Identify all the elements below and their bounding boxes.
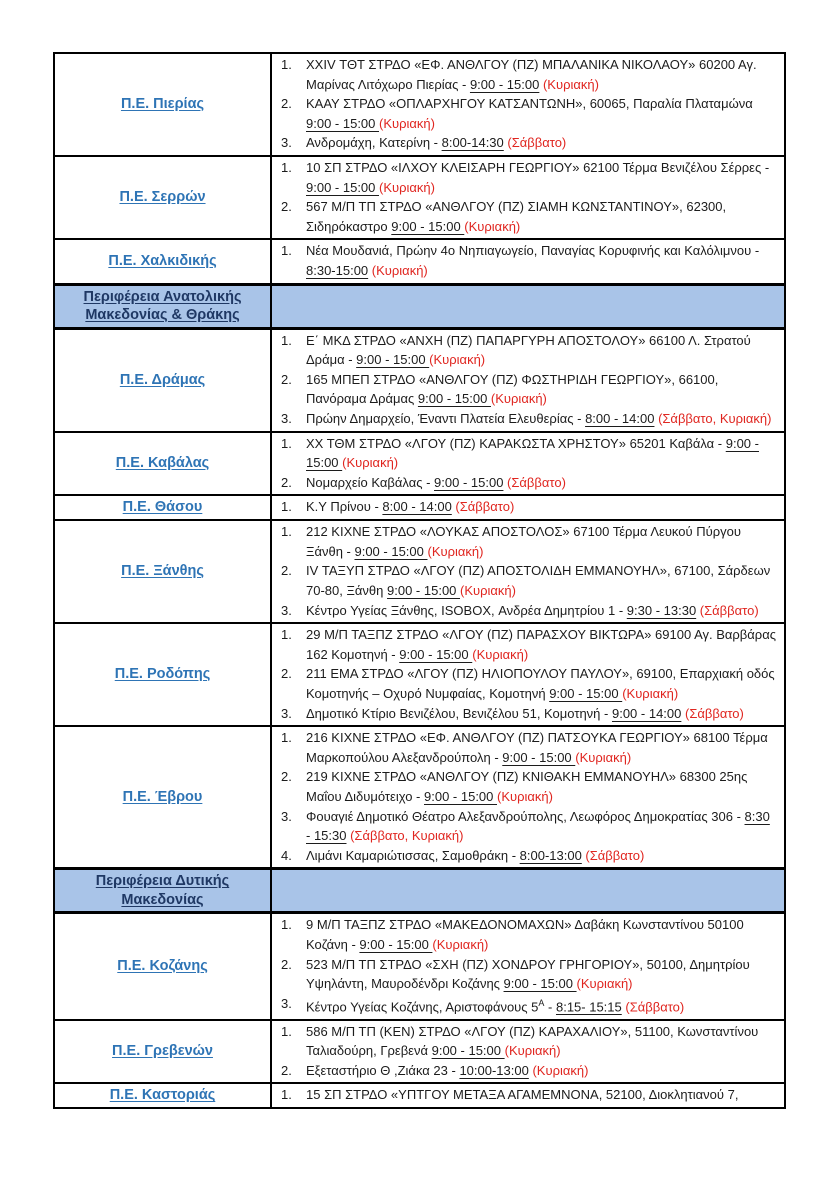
section-header-label: Περιφέρεια Ανατολικής Μακεδονίας & Θράκης xyxy=(83,288,242,324)
location-item xyxy=(272,1022,780,1061)
item-location-text: 9 Μ/Π ΤΑΞΠΖ ΣΤΡΔΟ «ΜΑΚΕΔΟΝΟΜΑΧΩΝ» Δαβάκη Κωνσταντίνου 50100 Κοζάνη - xyxy=(306,917,744,952)
item-text xyxy=(306,807,780,846)
item-day: (Κυριακή) xyxy=(528,1062,589,1078)
item-number: 3. xyxy=(281,135,292,151)
region-link[interactable]: Π.Ε. Θάσου xyxy=(122,499,203,516)
item-hours: 8:00-14:30 xyxy=(441,135,504,151)
locations-cell xyxy=(271,726,785,869)
item-number: 1. xyxy=(281,243,292,259)
item-location-text: Φουαγιέ Δημοτικό Θέατρο Αλεξανδρούπολης, Λεωφόρος Δημοκρατίας 306 - xyxy=(306,808,745,824)
table-row xyxy=(54,726,785,869)
locations-cell xyxy=(271,1083,785,1108)
location-item xyxy=(272,331,780,370)
location-item xyxy=(272,994,780,1017)
item-text xyxy=(306,704,780,724)
item-location-text: 212 ΚΙΧΝΕ ΣΤΡΔΟ «ΛΟΥΚΑΣ ΑΠΟΣΤΟΛΟΣ» 67100 Τέρμα Λευκού Πύργου Ξάνθη - xyxy=(306,524,741,559)
item-text xyxy=(306,1085,780,1105)
item-location-text: 165 ΜΠΕΠ ΣΤΡΔΟ «ΑΝΘΛΓΟΥ (ΠΖ) ΦΩΣΤΗΡΙΔΗ ΓΕΩΡΓΙΟΥ», 66100, Πανόραμα Δράμας xyxy=(306,371,719,407)
item-day: (Σάββατο, Κυριακή) xyxy=(346,828,464,844)
item-text xyxy=(306,331,780,370)
section-header-label: Περιφέρεια Δυτικής Μακεδονίας xyxy=(95,873,230,908)
locations-cell xyxy=(271,239,785,284)
item-number: 1. xyxy=(281,435,292,451)
region-link[interactable]: Π.Ε. Καβάλας xyxy=(115,454,210,471)
locations-cell xyxy=(271,520,785,623)
item-number: 2. xyxy=(281,666,292,682)
item-day: (Κυριακή) xyxy=(464,218,521,234)
item-text xyxy=(306,434,780,473)
item-text xyxy=(306,409,780,429)
region-link[interactable]: Π.Ε. Σερρών xyxy=(119,189,206,206)
location-item xyxy=(272,1061,780,1081)
item-hours: 9:00 - 15:00 xyxy=(356,352,430,368)
region-link[interactable]: Π.Ε. Ροδόπης xyxy=(114,666,211,683)
item-day: (Σάββατο) xyxy=(451,499,515,515)
item-hours: 9:00 - 15:00 xyxy=(417,391,491,407)
region-cell xyxy=(54,328,271,431)
item-number: 2. xyxy=(281,956,292,972)
item-text xyxy=(306,601,780,621)
item-hours: 8:00-13:00 xyxy=(519,847,582,863)
location-item xyxy=(272,767,780,806)
region-cell xyxy=(54,156,271,239)
region-link[interactable]: Π.Ε. Καστοριάς xyxy=(109,1087,216,1104)
item-day: (Κυριακή) xyxy=(575,749,632,765)
item-location-text: - xyxy=(544,999,556,1015)
item-text xyxy=(306,561,780,600)
item-hours: 8:30 - 15:30 xyxy=(306,808,770,844)
item-text xyxy=(306,55,780,94)
item-number: 2. xyxy=(281,474,292,490)
region-link[interactable]: Π.Ε. Κοζάνης xyxy=(117,958,208,975)
item-text xyxy=(306,473,780,493)
item-hours: 9:00 - 15:00 xyxy=(549,686,623,702)
region-cell xyxy=(54,623,271,726)
item-day: (Κυριακή) xyxy=(576,976,633,992)
item-hours: 9:00 - 15:00 xyxy=(391,218,465,234)
region-link[interactable]: Π.Ε. Ξάνθης xyxy=(121,563,204,580)
item-hours: 9:00 - 15:00 xyxy=(359,936,433,952)
item-location-text: 586 Μ/Π ΤΠ (ΚΕΝ) ΣΤΡΔΟ «ΛΓΟΥ (ΠΖ) ΚΑΡΑΧΑΛΙΟΥ», 51100, Κωνσταντίνου Ταλιαδούρη, Γρεβενά xyxy=(306,1023,759,1059)
item-day: (Σάββατο) xyxy=(696,602,759,618)
section-header-cell xyxy=(54,869,271,913)
item-day: (Κυριακή) xyxy=(429,352,486,368)
item-day: (Κυριακή) xyxy=(497,789,553,804)
item-number: 3. xyxy=(281,995,292,1011)
item-hours: 10:00-13:00 xyxy=(459,1062,529,1078)
item-text xyxy=(306,497,780,517)
item-hours: 9:00 - 15:00 xyxy=(306,179,379,195)
region-cell xyxy=(54,432,271,496)
region-cell xyxy=(54,53,271,156)
item-day: (Κυριακή) xyxy=(460,583,516,599)
item-location-text: 567 Μ/Π ΤΠ ΣΤΡΔΟ «ΑΝΘΛΓΟΥ (ΠΖ) ΣΙΑΜΗ ΚΩΝΣΤΑΝΤΙΝΟΥ», 62300, Σιδηρόκαστρο xyxy=(306,199,727,234)
region-cell xyxy=(54,520,271,623)
item-location-text: 29 Μ/Π ΤΑΞΠΖ ΣΤΡΔΟ «ΛΓΟΥ (ΠΖ) ΠΑΡΑΣΧΟΥ ΒΙΚΤΩΡΑ» 69100 Αγ. Βαρβάρας 162 Κομοτηνή - xyxy=(306,627,776,662)
item-hours: 9:00 - 15:00 xyxy=(399,646,473,662)
item-location-text: IV ΤΑΞΥΠ ΣΤΡΔΟ «ΛΓΟΥ (ΠΖ) ΑΠΟΣΤΟΛΙΔΗ ΕΜΜΑΝΟΥΗΛ», 67100, Σάρδεων 70-80, Ξάνθη xyxy=(306,563,771,599)
item-day: (Κυριακή) xyxy=(490,391,547,407)
location-item xyxy=(272,704,780,724)
locations-cell xyxy=(271,328,785,431)
item-hours: 9:00 - 15:00 xyxy=(306,115,379,131)
item-text xyxy=(306,915,780,954)
item-number: 1. xyxy=(281,499,292,515)
item-text xyxy=(306,133,780,153)
item-day: (Κυριακή) xyxy=(539,76,599,92)
item-location-text: ΚΑΑΥ ΣΤΡΔΟ «ΟΠΛΑΡΧΗΓΟΥ ΚΑΤΣΑΝΤΩΝΗ», 60065, Παραλία Πλαταμώνα xyxy=(306,96,753,112)
region-link[interactable]: Π.Ε. Δράμας xyxy=(119,371,206,388)
item-number: 2. xyxy=(281,96,292,112)
region-cell xyxy=(54,239,271,284)
table-row xyxy=(54,520,785,623)
locations-cell xyxy=(271,1020,785,1084)
item-day: (Σάββατο, Κυριακή) xyxy=(654,410,772,426)
item-day: (Σάββατο) xyxy=(503,474,566,490)
table-row xyxy=(54,53,785,156)
item-text xyxy=(306,728,780,767)
item-text xyxy=(306,846,780,866)
item-day: (Σάββατο) xyxy=(681,705,744,721)
item-text xyxy=(306,767,780,806)
item-text xyxy=(306,625,780,664)
locations-cell xyxy=(271,913,785,1020)
item-number: 2. xyxy=(281,199,292,215)
item-day: (Κυριακή) xyxy=(379,115,435,131)
item-hours: 8:15- 15:15 xyxy=(555,999,622,1015)
item-number: 2. xyxy=(281,1062,292,1078)
item-location-text: 523 Μ/Π ΤΠ ΣΤΡΔΟ «ΣΧΗ (ΠΖ) ΧΟΝΔΡΟΥ ΓΡΗΓΟΡΙΟΥ», 50100, Δημητρίου Υψηλάντη, Μαυροδένδρι Κοζάνης xyxy=(306,956,750,992)
item-hours: 9:00 - 15:00 xyxy=(434,474,504,490)
item-day: (Σάββατο) xyxy=(621,999,685,1015)
section-header-empty-cell xyxy=(271,284,785,328)
location-item xyxy=(272,601,780,621)
item-location-text: Νέα Μουδανιά, Πρώην 4ο Νηπιαγωγείο, Παναγίας Κορυφινής και Καλόλιμνου - xyxy=(306,243,760,259)
locations-cell xyxy=(271,53,785,156)
item-text xyxy=(306,370,780,409)
item-text xyxy=(306,522,780,561)
item-location-text: ΧΧ ΤΘΜ ΣΤΡΔΟ «ΛΓΟΥ (ΠΖ) ΚΑΡΑΚΩΣΤΑ ΧΡΗΣΤΟΥ» 65201 Καβάλα - xyxy=(306,435,726,451)
location-item xyxy=(272,158,780,197)
item-number: 1. xyxy=(281,730,292,746)
location-item xyxy=(272,915,780,954)
location-item xyxy=(272,55,780,94)
item-day: (Κυριακή) xyxy=(368,262,428,278)
item-location-text: XXIV ΤΘΤ ΣΤΡΔΟ «ΕΦ. ΑΝΘΛΓΟΥ (ΠΖ) ΜΠΑΛΑΝΙΚΑ ΝΙΚΟΛΑΟΥ» 60200 Αγ. Μαρίνας Λιτόχωρο Πιερίας - xyxy=(306,57,757,92)
location-item xyxy=(272,370,780,409)
item-day: (Κυριακή) xyxy=(342,455,399,471)
item-number: 1. xyxy=(281,332,292,348)
item-number: 3. xyxy=(281,808,292,824)
item-location-text: Κ.Υ Πρίνου - xyxy=(306,499,383,515)
item-number: 1. xyxy=(281,1087,292,1103)
location-item xyxy=(272,197,780,236)
table-row xyxy=(54,913,785,1020)
item-location-text: Νομαρχείο Καβάλας - xyxy=(306,474,435,490)
item-day: (Κυριακή) xyxy=(379,179,435,195)
item-day: (Κυριακή) xyxy=(432,936,489,952)
location-item xyxy=(272,728,780,767)
item-hours: 9:00 - 15:00 xyxy=(387,583,461,599)
item-number: 1. xyxy=(281,524,292,540)
table-row xyxy=(54,156,785,239)
item-number: 3. xyxy=(281,410,292,426)
location-item xyxy=(272,807,780,846)
item-text xyxy=(306,1022,780,1061)
item-location-text: 219 ΚΙΧΝΕ ΣΤΡΔΟ «ΑΝΘΛΓΟΥ (ΠΖ) ΚΝΙΘΑΚΗ ΕΜΜΑΝΟΥΗΛ» 68300 25ης Μαΐου Διδυμότειχο - xyxy=(306,769,748,804)
location-item xyxy=(272,1085,780,1105)
item-hours: 8:30-15:00 xyxy=(306,262,369,278)
item-hours: 9:00 - 15:00 xyxy=(503,976,577,992)
item-number: 1. xyxy=(281,57,292,72)
table-row xyxy=(54,623,785,726)
item-number: 1. xyxy=(281,917,292,933)
item-hours: 8:00 - 14:00 xyxy=(382,499,452,515)
item-number: 3. xyxy=(281,602,292,618)
location-item xyxy=(272,955,780,994)
item-location-text: Κέντρο Υγείας Κοζάνης, Αριστοφάνους 5 xyxy=(306,999,539,1015)
item-hours: 9:30 - 13:30 xyxy=(626,602,697,618)
item-number: 4. xyxy=(281,847,292,863)
item-day: (Κυριακή) xyxy=(427,543,484,559)
item-hours: 9:00 - 15:00 xyxy=(502,749,576,765)
region-cell xyxy=(54,1083,271,1108)
item-location-text: 15 ΣΠ ΣΤΡΔΟ «ΥΠΤΓΟΥ ΜΕΤΑΞΑ ΑΓΑΜΕΜΝΟΝΑ, 52100, Διοκλητιανού 7, xyxy=(306,1087,739,1103)
item-location-text: Ανδρομάχη, Κατερίνη - xyxy=(306,135,442,151)
region-cell xyxy=(54,495,271,520)
item-hours: 8:00 - 14:00 xyxy=(585,410,655,426)
locations-cell xyxy=(271,156,785,239)
item-text xyxy=(306,1061,780,1081)
item-location-text: 211 ΕΜΑ ΣΤΡΔΟ «ΛΓΟΥ (ΠΖ) ΗΛΙΟΠΟΥΛΟΥ ΠΑΥΛΟΥ», 69100, Επαρχιακή οδός Κομοτηνής – Οχυρό Νυμφαίας, Κομοτηνή xyxy=(306,666,775,702)
item-number: 1. xyxy=(281,1023,292,1039)
item-day: (Κυριακή) xyxy=(622,686,679,702)
location-item xyxy=(272,497,780,517)
item-day: (Σάββατο) xyxy=(503,135,567,151)
region-link[interactable]: Π.Ε. Πιερίας xyxy=(120,95,205,112)
item-text xyxy=(306,158,780,197)
table-row xyxy=(54,1083,785,1108)
table-row xyxy=(54,239,785,284)
item-text xyxy=(306,664,780,703)
region-link[interactable]: Π.Ε. Έβρου xyxy=(122,788,203,805)
item-location-text: Πρώην Δημαρχείο, Έναντι Πλατεία Ελευθερίας - xyxy=(306,410,586,426)
region-link[interactable]: Π.Ε. Χαλκιδικής xyxy=(108,252,217,269)
item-hours: 9:00 - 15:00 xyxy=(354,543,428,559)
item-day: (Κυριακή) xyxy=(504,1043,561,1059)
item-hours: 9:00 - 15:00 xyxy=(469,76,540,92)
locations-cell xyxy=(271,623,785,726)
region-link[interactable]: Π.Ε. Γρεβενών xyxy=(112,1043,213,1060)
section-header-row xyxy=(54,284,785,328)
region-cell xyxy=(54,913,271,1020)
item-day: (Σάββατο) xyxy=(581,847,645,863)
location-item xyxy=(272,625,780,664)
item-hours: 9:00 - 15:00 xyxy=(424,789,497,804)
location-item xyxy=(272,561,780,600)
item-location-text: Λιμάνι Καμαριώτισσας, Σαμοθράκη - xyxy=(306,847,520,863)
item-text xyxy=(306,994,780,1017)
region-cell xyxy=(54,726,271,869)
donation-schedule-table xyxy=(53,52,786,1109)
item-text xyxy=(306,197,780,236)
location-item xyxy=(272,434,780,473)
item-number: 1. xyxy=(281,159,292,175)
item-number: 2. xyxy=(281,769,292,785)
table-row xyxy=(54,432,785,496)
item-location-text: Δημοτικό Κτίριο Βενιζέλου, Βενιζέλου 51, Κομοτηνή - xyxy=(306,705,612,721)
table-row xyxy=(54,328,785,431)
item-text xyxy=(306,241,780,280)
locations-cell xyxy=(271,495,785,520)
item-number: 3. xyxy=(281,705,292,721)
location-item xyxy=(272,846,780,866)
item-location-text: Ε΄ ΜΚΔ ΣΤΡΔΟ «ΑΝΧΗ (ΠΖ) ΠΑΠΑΡΓΥΡΗ ΑΠΟΣΤΟΛΟΥ» 66100 Λ. Στρατού Δράμα - xyxy=(306,332,751,368)
location-item xyxy=(272,522,780,561)
table-row xyxy=(54,1020,785,1084)
item-location-text: Κέντρο Υγείας Ξάνθης, ISOBOX, Ανδρέα Δημητρίου 1 - xyxy=(306,602,627,618)
location-item xyxy=(272,664,780,703)
item-location-text: Εξεταστήριο Θ ,Ζιάκα 23 - xyxy=(306,1062,460,1078)
location-item xyxy=(272,94,780,133)
item-day: (Κυριακή) xyxy=(472,646,529,662)
section-header-empty-cell xyxy=(271,869,785,913)
item-location-text: 216 ΚΙΧΝΕ ΣΤΡΔΟ «ΕΦ. ΑΝΘΛΓΟΥ (ΠΖ) ΠΑΤΣΟΥΚΑ ΓΕΩΡΓΙΟΥ» 68100 Τέρμα Μαρκοπούλου Αλεξανδρούπολη - xyxy=(306,730,768,765)
item-number: 2. xyxy=(281,563,292,579)
table-row xyxy=(54,495,785,520)
location-item xyxy=(272,133,780,153)
item-number: 2. xyxy=(281,371,292,387)
item-number: 1. xyxy=(281,627,292,643)
section-header-row xyxy=(54,869,785,913)
location-item xyxy=(272,473,780,493)
item-hours: 9:00 - 15:00 xyxy=(306,435,759,471)
item-hours: 9:00 - 15:00 xyxy=(431,1043,505,1059)
locations-cell xyxy=(271,432,785,496)
section-header-cell xyxy=(54,284,271,328)
item-superscript: Α xyxy=(538,997,545,1008)
region-cell xyxy=(54,1020,271,1084)
item-hours: 9:00 - 14:00 xyxy=(611,705,682,721)
item-text xyxy=(306,94,780,133)
location-item xyxy=(272,409,780,429)
location-item xyxy=(272,241,780,280)
item-location-text: 10 ΣΠ ΣΤΡΔΟ «ΙΛΧΟΥ ΚΛΕΙΣΑΡΗ ΓΕΩΡΓΙΟΥ» 62100 Τέρμα Βενιζέλου Σέρρες - xyxy=(306,159,770,175)
item-text xyxy=(306,955,780,994)
